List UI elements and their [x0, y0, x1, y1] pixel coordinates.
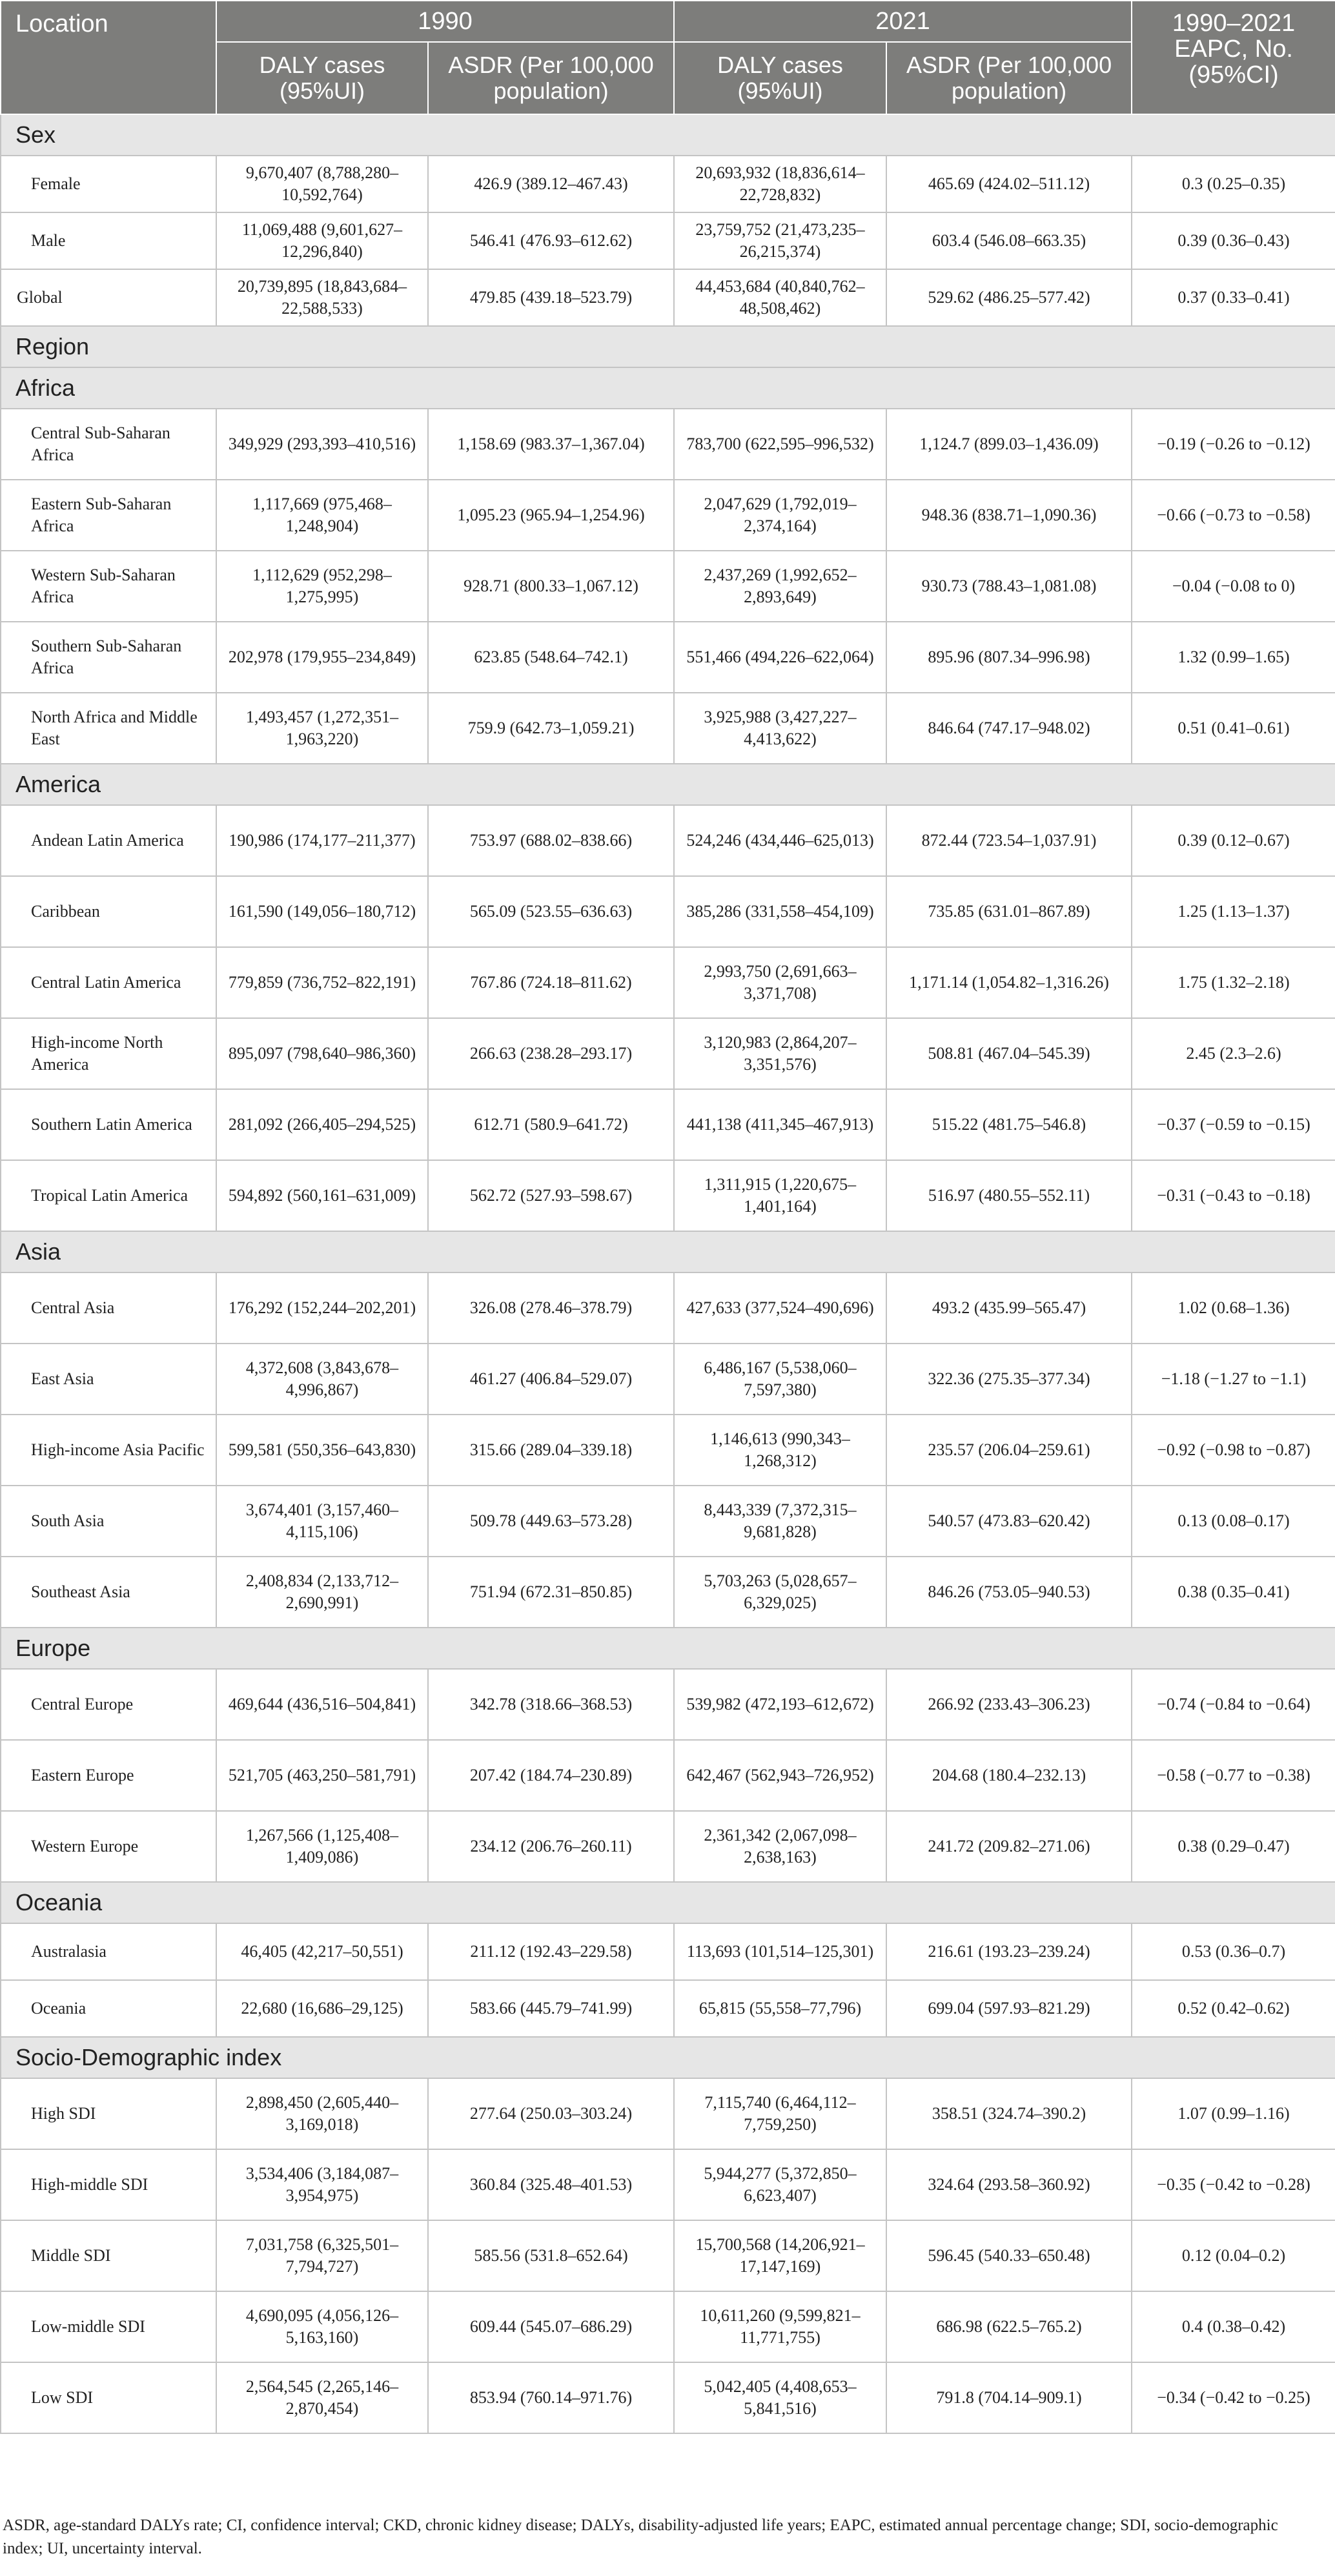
section-header-row	[1, 114, 1335, 156]
cell-daly-cases-2021: 642,467 (562,943–726,952)	[674, 1740, 886, 1811]
row-label: Central Asia	[1, 1273, 216, 1344]
cell-eapc: −0.34 (−0.42 to −0.25)	[1132, 2362, 1335, 2433]
cell-asdr-1990: 623.85 (548.64–742.1)	[428, 622, 674, 693]
cell-asdr-2021: 895.96 (807.34–996.98)	[886, 622, 1132, 693]
cell-daly-cases-2021: 441,138 (411,345–467,913)	[674, 1089, 886, 1160]
row-label: Eastern Sub-Saharan Africa	[1, 480, 216, 551]
header-asdr-1990: ASDR (Per 100,000 population)	[428, 42, 674, 114]
cell-eapc: 0.38 (0.35–0.41)	[1132, 1557, 1335, 1628]
row-label: Eastern Europe	[1, 1740, 216, 1811]
cell-asdr-2021: 516.97 (480.55–552.11)	[886, 1160, 1132, 1231]
cell-eapc: 0.12 (0.04–0.2)	[1132, 2220, 1335, 2291]
table-row	[1, 622, 1335, 693]
cell-daly-cases-1990: 176,292 (152,244–202,201)	[216, 1273, 428, 1344]
cell-daly-cases-1990: 281,092 (266,405–294,525)	[216, 1089, 428, 1160]
cell-daly-cases-2021: 2,437,269 (1,992,652–2,893,649)	[674, 551, 886, 622]
cell-eapc: 0.4 (0.38–0.42)	[1132, 2291, 1335, 2362]
cell-asdr-2021: 515.22 (481.75–546.8)	[886, 1089, 1132, 1160]
cell-daly-cases-1990: 190,986 (174,177–211,377)	[216, 805, 428, 876]
cell-eapc: −0.37 (−0.59 to −0.15)	[1132, 1089, 1335, 1160]
cell-daly-cases-2021: 44,453,684 (40,840,762–48,508,462)	[674, 269, 886, 326]
table-row	[1, 1018, 1335, 1089]
cell-daly-cases-2021: 783,700 (622,595–996,532)	[674, 409, 886, 480]
row-label: Middle SDI	[1, 2220, 216, 2291]
cell-asdr-1990: 585.56 (531.8–652.64)	[428, 2220, 674, 2291]
cell-asdr-2021: 241.72 (209.82–271.06)	[886, 1811, 1132, 1882]
row-label: Tropical Latin America	[1, 1160, 216, 1231]
cell-daly-cases-2021: 2,361,342 (2,067,098–2,638,163)	[674, 1811, 886, 1882]
cell-daly-cases-2021: 20,693,932 (18,836,614–22,728,832)	[674, 156, 886, 212]
cell-daly-cases-2021: 2,993,750 (2,691,663–3,371,708)	[674, 947, 886, 1018]
cell-daly-cases-1990: 1,112,629 (952,298–1,275,995)	[216, 551, 428, 622]
row-label: Female	[1, 156, 216, 212]
row-label: Central Europe	[1, 1669, 216, 1740]
cell-daly-cases-1990: 2,408,834 (2,133,712–2,690,991)	[216, 1557, 428, 1628]
table-row	[1, 1486, 1335, 1557]
cell-daly-cases-1990: 20,739,895 (18,843,684–22,588,533)	[216, 269, 428, 326]
table-row	[1, 1811, 1335, 1882]
cell-asdr-1990: 609.44 (545.07–686.29)	[428, 2291, 674, 2362]
cell-daly-cases-2021: 539,982 (472,193–612,672)	[674, 1669, 886, 1740]
cell-daly-cases-2021: 7,115,740 (6,464,112–7,759,250)	[674, 2078, 886, 2149]
cell-daly-cases-2021: 427,633 (377,524–490,696)	[674, 1273, 886, 1344]
section-header-row	[1, 326, 1335, 367]
cell-asdr-1990: 277.64 (250.03–303.24)	[428, 2078, 674, 2149]
table-row	[1, 269, 1335, 326]
cell-asdr-1990: 315.66 (289.04–339.18)	[428, 1415, 674, 1486]
cell-eapc: −0.04 (−0.08 to 0)	[1132, 551, 1335, 622]
cell-asdr-1990: 583.66 (445.79–741.99)	[428, 1980, 674, 2037]
table-row	[1, 212, 1335, 269]
cell-asdr-2021: 529.62 (486.25–577.42)	[886, 269, 1132, 326]
cell-daly-cases-2021: 551,466 (494,226–622,064)	[674, 622, 886, 693]
cell-daly-cases-2021: 524,246 (434,446–625,013)	[674, 805, 886, 876]
row-label: North Africa and Middle East	[1, 693, 216, 764]
section-title: Africa	[1, 367, 1335, 409]
cell-eapc: 1.32 (0.99–1.65)	[1132, 622, 1335, 693]
cell-daly-cases-1990: 161,590 (149,056–180,712)	[216, 876, 428, 947]
cell-asdr-1990: 326.08 (278.46–378.79)	[428, 1273, 674, 1344]
section-title: America	[1, 764, 1335, 805]
cell-daly-cases-1990: 3,674,401 (3,157,460–4,115,106)	[216, 1486, 428, 1557]
table-row	[1, 1273, 1335, 1344]
cell-asdr-1990: 461.27 (406.84–529.07)	[428, 1344, 674, 1415]
cell-daly-cases-1990: 4,690,095 (4,056,126–5,163,160)	[216, 2291, 428, 2362]
table-row	[1, 1089, 1335, 1160]
section-title: Europe	[1, 1628, 1335, 1669]
cell-asdr-1990: 562.72 (527.93–598.67)	[428, 1160, 674, 1231]
row-label: Oceania	[1, 1980, 216, 2037]
cell-daly-cases-1990: 46,405 (42,217–50,551)	[216, 1923, 428, 1980]
table-row	[1, 1740, 1335, 1811]
table-row	[1, 1160, 1335, 1231]
cell-eapc: 0.37 (0.33–0.41)	[1132, 269, 1335, 326]
cell-daly-cases-1990: 3,534,406 (3,184,087–3,954,975)	[216, 2149, 428, 2220]
row-label: Central Latin America	[1, 947, 216, 1018]
row-label: Global	[1, 269, 216, 326]
section-header-row	[1, 764, 1335, 805]
cell-daly-cases-1990: 4,372,608 (3,843,678–4,996,867)	[216, 1344, 428, 1415]
table-row	[1, 1415, 1335, 1486]
cell-asdr-2021: 493.2 (435.99–565.47)	[886, 1273, 1132, 1344]
cell-daly-cases-2021: 385,286 (331,558–454,109)	[674, 876, 886, 947]
table-row	[1, 1557, 1335, 1628]
header-eapc: 1990–2021 EAPC, No. (95%CI)	[1132, 1, 1335, 114]
section-header-row	[1, 2037, 1335, 2078]
table-row	[1, 480, 1335, 551]
cell-eapc: −0.19 (−0.26 to −0.12)	[1132, 409, 1335, 480]
row-label: Central Sub-Saharan Africa	[1, 409, 216, 480]
cell-asdr-2021: 204.68 (180.4–232.13)	[886, 1740, 1132, 1811]
section-title: Region	[1, 326, 1335, 367]
cell-daly-cases-2021: 10,611,260 (9,599,821–11,771,755)	[674, 2291, 886, 2362]
row-label: High-income Asia Pacific	[1, 1415, 216, 1486]
row-label: Low SDI	[1, 2362, 216, 2433]
cell-asdr-2021: 596.45 (540.33–650.48)	[886, 2220, 1132, 2291]
cell-daly-cases-2021: 8,443,339 (7,372,315–9,681,828)	[674, 1486, 886, 1557]
cell-asdr-2021: 322.36 (275.35–377.34)	[886, 1344, 1132, 1415]
cell-asdr-1990: 426.9 (389.12–467.43)	[428, 156, 674, 212]
cell-asdr-1990: 266.63 (238.28–293.17)	[428, 1018, 674, 1089]
cell-asdr-1990: 207.42 (184.74–230.89)	[428, 1740, 674, 1811]
cell-asdr-1990: 751.94 (672.31–850.85)	[428, 1557, 674, 1628]
header-daly-cases-1990: DALY cases (95%UI)	[216, 42, 428, 114]
table-row	[1, 947, 1335, 1018]
cell-eapc: 0.3 (0.25–0.35)	[1132, 156, 1335, 212]
cell-asdr-2021: 791.8 (704.14–909.1)	[886, 2362, 1132, 2433]
cell-asdr-1990: 753.97 (688.02–838.66)	[428, 805, 674, 876]
cell-asdr-1990: 211.12 (192.43–229.58)	[428, 1923, 674, 1980]
table-row	[1, 2291, 1335, 2362]
row-label: High-middle SDI	[1, 2149, 216, 2220]
cell-eapc: −0.31 (−0.43 to −0.18)	[1132, 1160, 1335, 1231]
table-row	[1, 693, 1335, 764]
cell-daly-cases-1990: 779,859 (736,752–822,191)	[216, 947, 428, 1018]
cell-daly-cases-2021: 3,120,983 (2,864,207–3,351,576)	[674, 1018, 886, 1089]
header-year-2021: 2021	[674, 1, 1132, 42]
cell-daly-cases-1990: 521,705 (463,250–581,791)	[216, 1740, 428, 1811]
row-label: Southern Sub-Saharan Africa	[1, 622, 216, 693]
cell-daly-cases-1990: 2,564,545 (2,265,146–2,870,454)	[216, 2362, 428, 2433]
cell-eapc: 0.13 (0.08–0.17)	[1132, 1486, 1335, 1557]
cell-asdr-2021: 508.81 (467.04–545.39)	[886, 1018, 1132, 1089]
cell-daly-cases-1990: 1,493,457 (1,272,351–1,963,220)	[216, 693, 428, 764]
cell-daly-cases-2021: 2,047,629 (1,792,019–2,374,164)	[674, 480, 886, 551]
cell-daly-cases-2021: 5,042,405 (4,408,653–5,841,516)	[674, 2362, 886, 2433]
row-label: High SDI	[1, 2078, 216, 2149]
section-title: Sex	[1, 114, 1335, 156]
cell-asdr-1990: 234.12 (206.76–260.11)	[428, 1811, 674, 1882]
cell-eapc: 1.75 (1.32–2.18)	[1132, 947, 1335, 1018]
cell-daly-cases-2021: 3,925,988 (3,427,227–4,413,622)	[674, 693, 886, 764]
cell-daly-cases-1990: 11,069,488 (9,601,627–12,296,840)	[216, 212, 428, 269]
section-title: Asia	[1, 1231, 1335, 1273]
cell-eapc: 1.02 (0.68–1.36)	[1132, 1273, 1335, 1344]
cell-daly-cases-2021: 1,311,915 (1,220,675–1,401,164)	[674, 1160, 886, 1231]
table-row	[1, 805, 1335, 876]
table-row	[1, 1923, 1335, 1980]
row-label: Caribbean	[1, 876, 216, 947]
cell-daly-cases-1990: 202,978 (179,955–234,849)	[216, 622, 428, 693]
row-label: South Asia	[1, 1486, 216, 1557]
cell-eapc: −0.66 (−0.73 to −0.58)	[1132, 480, 1335, 551]
cell-asdr-2021: 948.36 (838.71–1,090.36)	[886, 480, 1132, 551]
cell-daly-cases-1990: 2,898,450 (2,605,440–3,169,018)	[216, 2078, 428, 2149]
cell-asdr-2021: 735.85 (631.01–867.89)	[886, 876, 1132, 947]
section-header-row	[1, 1628, 1335, 1669]
cell-eapc: 0.51 (0.41–0.61)	[1132, 693, 1335, 764]
row-label: Western Sub-Saharan Africa	[1, 551, 216, 622]
row-label: High-income North America	[1, 1018, 216, 1089]
table-body	[1, 114, 1335, 2433]
row-label: Male	[1, 212, 216, 269]
row-label: East Asia	[1, 1344, 216, 1415]
cell-asdr-2021: 266.92 (233.43–306.23)	[886, 1669, 1132, 1740]
row-label: Southeast Asia	[1, 1557, 216, 1628]
cell-asdr-2021: 872.44 (723.54–1,037.91)	[886, 805, 1132, 876]
cell-asdr-1990: 479.85 (439.18–523.79)	[428, 269, 674, 326]
header-asdr-2021: ASDR (Per 100,000 population)	[886, 42, 1132, 114]
cell-asdr-2021: 846.26 (753.05–940.53)	[886, 1557, 1132, 1628]
cell-asdr-1990: 853.94 (760.14–971.76)	[428, 2362, 674, 2433]
cell-asdr-2021: 540.57 (473.83–620.42)	[886, 1486, 1132, 1557]
cell-asdr-1990: 1,158.69 (983.37–1,367.04)	[428, 409, 674, 480]
cell-daly-cases-1990: 349,929 (293,393–410,516)	[216, 409, 428, 480]
cell-eapc: 0.39 (0.12–0.67)	[1132, 805, 1335, 876]
cell-daly-cases-2021: 6,486,167 (5,538,060–7,597,380)	[674, 1344, 886, 1415]
header-year-1990: 1990	[216, 1, 674, 42]
table-row	[1, 1344, 1335, 1415]
cell-asdr-2021: 465.69 (424.02–511.12)	[886, 156, 1132, 212]
cell-eapc: 0.38 (0.29–0.47)	[1132, 1811, 1335, 1882]
table-header	[1, 1, 1335, 114]
cell-daly-cases-1990: 594,892 (560,161–631,009)	[216, 1160, 428, 1231]
cell-asdr-1990: 565.09 (523.55–636.63)	[428, 876, 674, 947]
cell-asdr-1990: 1,095.23 (965.94–1,254.96)	[428, 480, 674, 551]
cell-asdr-2021: 603.4 (546.08–663.35)	[886, 212, 1132, 269]
section-header-row	[1, 1882, 1335, 1923]
cell-eapc: 1.25 (1.13–1.37)	[1132, 876, 1335, 947]
table-row	[1, 2362, 1335, 2433]
cell-daly-cases-1990: 599,581 (550,356–643,830)	[216, 1415, 428, 1486]
table-row	[1, 2149, 1335, 2220]
cell-daly-cases-2021: 113,693 (101,514–125,301)	[674, 1923, 886, 1980]
cell-daly-cases-1990: 9,670,407 (8,788,280–10,592,764)	[216, 156, 428, 212]
cell-asdr-2021: 358.51 (324.74–390.2)	[886, 2078, 1132, 2149]
cell-daly-cases-1990: 1,267,566 (1,125,408–1,409,086)	[216, 1811, 428, 1882]
cell-daly-cases-1990: 22,680 (16,686–29,125)	[216, 1980, 428, 2037]
header-daly-cases-2021: DALY cases (95%UI)	[674, 42, 886, 114]
cell-eapc: −0.92 (−0.98 to −0.87)	[1132, 1415, 1335, 1486]
table-row	[1, 156, 1335, 212]
row-label: Western Europe	[1, 1811, 216, 1882]
cell-eapc: 0.53 (0.36–0.7)	[1132, 1923, 1335, 1980]
section-title: Socio-Demographic index	[1, 2037, 1335, 2078]
cell-eapc: 0.39 (0.36–0.43)	[1132, 212, 1335, 269]
row-label: Southern Latin America	[1, 1089, 216, 1160]
table-row	[1, 2078, 1335, 2149]
cell-asdr-2021: 699.04 (597.93–821.29)	[886, 1980, 1132, 2037]
section-title: Oceania	[1, 1882, 1335, 1923]
cell-asdr-1990: 759.9 (642.73–1,059.21)	[428, 693, 674, 764]
cell-asdr-1990: 928.71 (800.33–1,067.12)	[428, 551, 674, 622]
cell-daly-cases-2021: 23,759,752 (21,473,235–26,215,374)	[674, 212, 886, 269]
cell-daly-cases-1990: 7,031,758 (6,325,501–7,794,727)	[216, 2220, 428, 2291]
header-location: Location	[1, 1, 216, 114]
cell-asdr-2021: 235.57 (206.04–259.61)	[886, 1415, 1132, 1486]
cell-eapc: 0.52 (0.42–0.62)	[1132, 1980, 1335, 2037]
cell-asdr-2021: 1,124.7 (899.03–1,436.09)	[886, 409, 1132, 480]
cell-daly-cases-2021: 15,700,568 (14,206,921–17,147,169)	[674, 2220, 886, 2291]
table-row	[1, 1980, 1335, 2037]
cell-daly-cases-1990: 469,644 (436,516–504,841)	[216, 1669, 428, 1740]
cell-asdr-1990: 767.86 (724.18–811.62)	[428, 947, 674, 1018]
cell-eapc: −0.74 (−0.84 to −0.64)	[1132, 1669, 1335, 1740]
table-row	[1, 2220, 1335, 2291]
table-row	[1, 409, 1335, 480]
table-row	[1, 551, 1335, 622]
row-label: Australasia	[1, 1923, 216, 1980]
cell-asdr-1990: 546.41 (476.93–612.62)	[428, 212, 674, 269]
cell-asdr-2021: 686.98 (622.5–765.2)	[886, 2291, 1132, 2362]
cell-asdr-2021: 216.61 (193.23–239.24)	[886, 1923, 1132, 1980]
row-label: Low-middle SDI	[1, 2291, 216, 2362]
cell-eapc: −0.35 (−0.42 to −0.28)	[1132, 2149, 1335, 2220]
row-label: Andean Latin America	[1, 805, 216, 876]
cell-daly-cases-1990: 895,097 (798,640–986,360)	[216, 1018, 428, 1089]
table-row	[1, 1669, 1335, 1740]
cell-daly-cases-2021: 5,944,277 (5,372,850–6,623,407)	[674, 2149, 886, 2220]
cell-asdr-2021: 846.64 (747.17–948.02)	[886, 693, 1132, 764]
cell-daly-cases-2021: 5,703,263 (5,028,657–6,329,025)	[674, 1557, 886, 1628]
cell-asdr-1990: 612.71 (580.9–641.72)	[428, 1089, 674, 1160]
cell-daly-cases-1990: 1,117,669 (975,468–1,248,904)	[216, 480, 428, 551]
cell-eapc: 1.07 (0.99–1.16)	[1132, 2078, 1335, 2149]
cell-asdr-2021: 324.64 (293.58–360.92)	[886, 2149, 1132, 2220]
cell-asdr-1990: 509.78 (449.63–573.28)	[428, 1486, 674, 1557]
section-header-row	[1, 1231, 1335, 1273]
cell-eapc: −0.58 (−0.77 to −0.38)	[1132, 1740, 1335, 1811]
cell-asdr-1990: 360.84 (325.48–401.53)	[428, 2149, 674, 2220]
cell-asdr-2021: 930.73 (788.43–1,081.08)	[886, 551, 1132, 622]
table-row	[1, 876, 1335, 947]
cell-asdr-2021: 1,171.14 (1,054.82–1,316.26)	[886, 947, 1132, 1018]
table-footnote: ASDR, age-standard DALYs rate; CI, confidence interval; CKD, chronic kidney disease; DALYs, disability-adjusted life years; EAPC, estimated annual percentage change; SDI, socio-demographic index; UI, uncertainty interval.	[3, 2517, 1278, 2557]
cell-eapc: −1.18 (−1.27 to −1.1)	[1132, 1344, 1335, 1415]
section-header-row	[1, 367, 1335, 409]
cell-eapc: 2.45 (2.3–2.6)	[1132, 1018, 1335, 1089]
cell-daly-cases-2021: 65,815 (55,558–77,796)	[674, 1980, 886, 2037]
cell-daly-cases-2021: 1,146,613 (990,343–1,268,312)	[674, 1415, 886, 1486]
cell-asdr-1990: 342.78 (318.66–368.53)	[428, 1669, 674, 1740]
